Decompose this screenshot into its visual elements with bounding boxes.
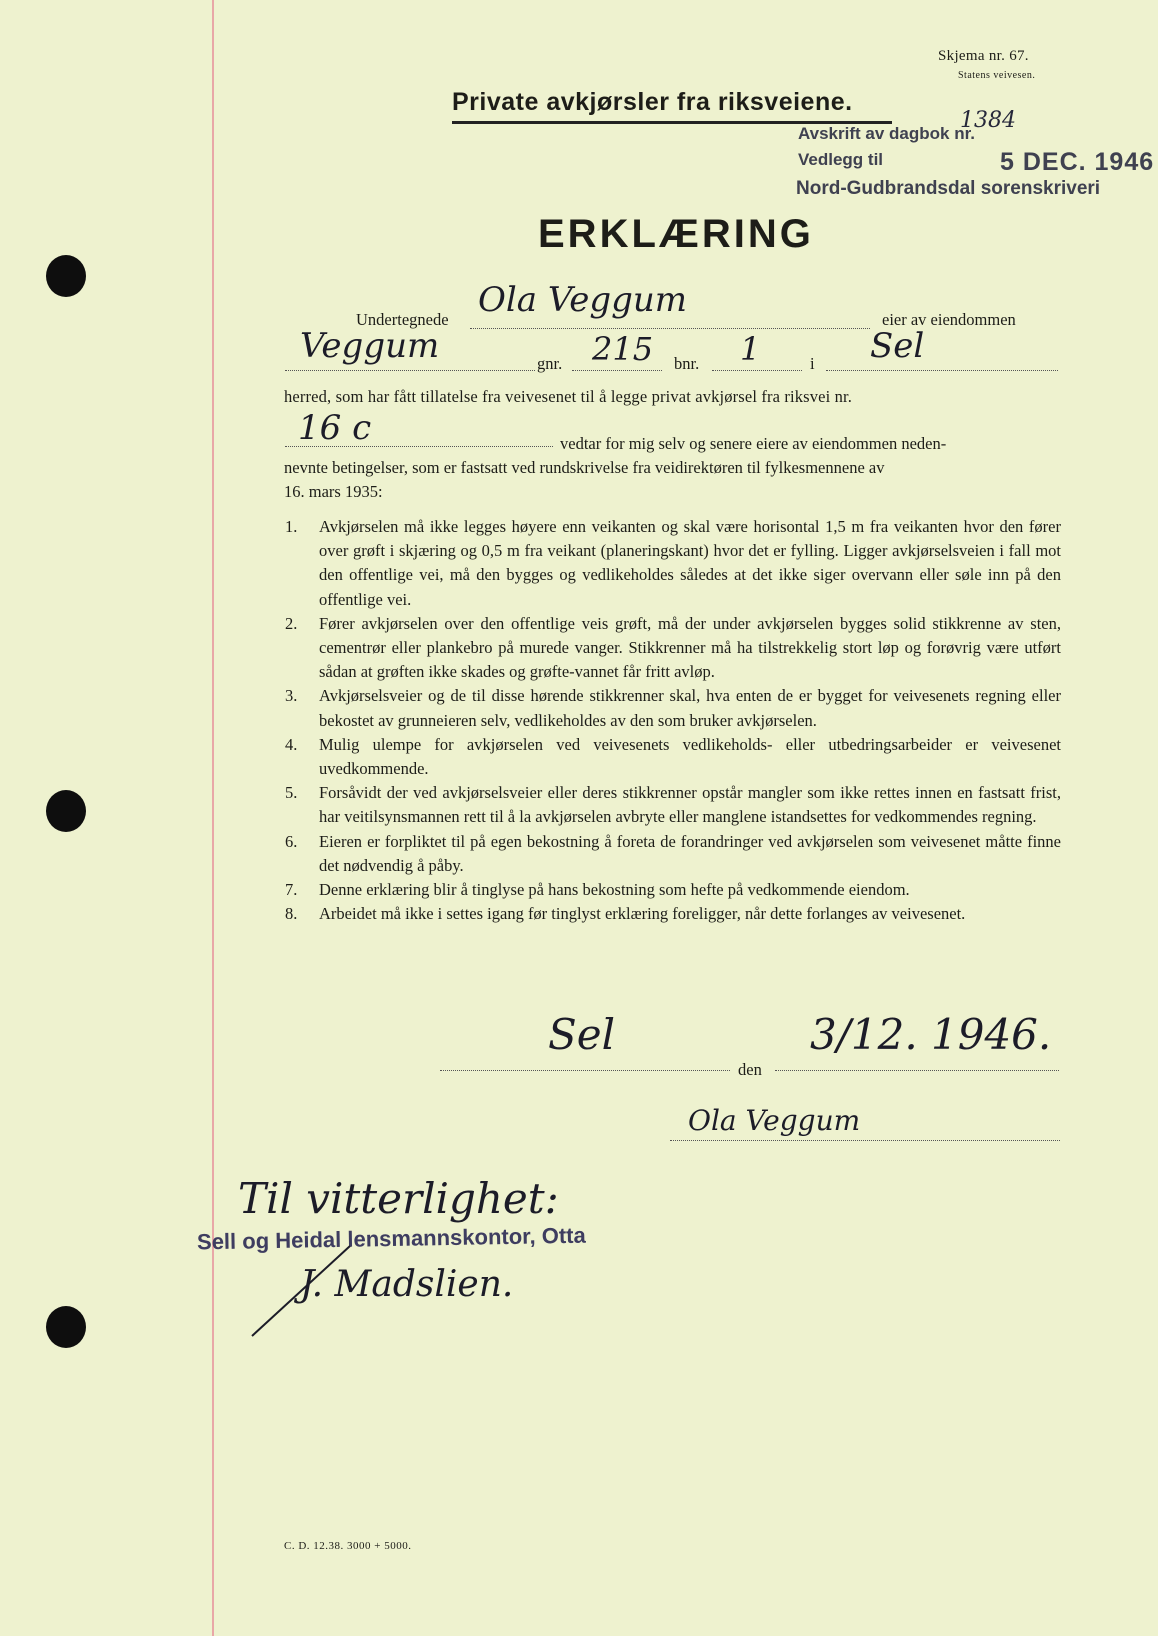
- condition-item: [285, 515, 1061, 612]
- dotted-line-place: [440, 1070, 730, 1071]
- condition-number: 2.: [285, 613, 298, 633]
- condition-item: [285, 830, 1061, 878]
- condition-number: 4.: [285, 734, 298, 754]
- handwritten-property: Veggum: [300, 326, 440, 366]
- text-nevnte: nevnte betingelser, som er fastsatt ved rundskrivelse fra veidirektøren til fylkesmennene av: [284, 458, 885, 477]
- punch-hole-bottom: [46, 1306, 86, 1348]
- condition-text: Avkjørselsveier og de til disse hørende stikkrenner skal, hva enten de er bygget for veivesenets regning eller bekostet av grunneieren selv, vedlikeholdes av den som bruker avkjørselen.: [319, 686, 1061, 730]
- condition-item: [285, 878, 1061, 902]
- dotted-line-date: [775, 1070, 1059, 1071]
- label-undersigned: Undertegnede: [356, 310, 449, 329]
- label-gnr: gnr.: [537, 354, 563, 373]
- handwritten-name: Ola Veggum: [478, 280, 688, 320]
- conditions-list: [285, 515, 1061, 926]
- handwritten-date: 3/12. 1946.: [810, 1010, 1052, 1059]
- label-owner: eier av eiendommen: [882, 310, 1016, 329]
- condition-text: Forsåvidt der ved avkjørselsveier eller deres stikkrenner opstår mangler som ikke rettes innen en fastsatt frist, har veitilsynsmannen rett til å la avkjørselen avbryte eller manglene istandsettes for vedkommendes regning.: [319, 783, 1061, 827]
- handwritten-signature: Ola Veggum: [688, 1104, 861, 1137]
- dotted-line-gnr: [572, 370, 662, 371]
- condition-item: [285, 733, 1061, 781]
- margin-rule: [212, 0, 214, 1636]
- handwritten-road-number: 16 c: [298, 408, 372, 448]
- print-code: C. D. 12.38. 3000 + 5000.: [284, 1540, 412, 1552]
- condition-number: 1.: [285, 517, 298, 536]
- condition-item: [285, 902, 1061, 926]
- document-title: ERKLÆRING: [538, 212, 814, 256]
- document-heading: Private avkjørsler fra riksveiene.: [452, 88, 853, 116]
- label-date: den: [738, 1060, 762, 1079]
- condition-number: 8.: [285, 904, 298, 924]
- handwritten-witness-signature: J. Madslien.: [300, 1264, 514, 1305]
- condition-item: [285, 612, 1061, 685]
- form-number: Skjema nr. 67.: [938, 48, 1029, 64]
- dotted-line-municipality: [826, 370, 1058, 371]
- condition-number: 3.: [285, 686, 298, 706]
- condition-item: [285, 684, 1061, 732]
- dotted-line-bnr: [712, 370, 802, 371]
- witness-office-stamp: Sell og Heidal lensmannskontor, Otta: [196, 1222, 586, 1255]
- handwritten-municipality: Sel: [870, 326, 925, 366]
- condition-text: Avkjørselen må ikke legges høyere enn veikanten og skal være horisontal 1,5 m fra veikanten hvor den fører over grøft i skjæring og 0,5 m fra veikant (planeringskant) hvor det er fylling. Ligger avkjørselsveien i fall mot den offentlige vei, må den bygges og vedlikeholdes således at det ikke siger overvann eller søle inn på den offentlige vei.: [319, 517, 1061, 609]
- registry-stamp-line2: Vedlegg til: [798, 150, 884, 169]
- condition-text: Eieren er forpliktet til på egen bekostning å foreta de forandringer ved avkjørselen som veivesenet måtte finne det nødvendig å påby.: [319, 831, 1061, 875]
- condition-text: Arbeidet må ikke i settes igang før tinglyst erklæring foreligger, når dette forlanges av veivesenet.: [319, 904, 966, 924]
- condition-text: Denne erklæring blir å tinglyse på hans bekostning som hefte på vedkommende eiendom.: [319, 880, 910, 900]
- punch-hole-top: [46, 255, 86, 297]
- punch-hole-middle: [46, 790, 86, 832]
- label-bnr: bnr.: [674, 354, 700, 373]
- condition-item: [285, 781, 1061, 829]
- condition-number: 5.: [285, 783, 298, 803]
- registry-stamp-line3: Nord-Gudbrandsdal sorenskriveri: [796, 178, 1101, 199]
- dotted-line-road: [285, 446, 553, 447]
- handwritten-gnr: 215: [592, 330, 654, 368]
- registry-stamp-date: 5 DEC. 1946: [1000, 148, 1155, 176]
- condition-text: Fører avkjørselen over den offentlige veis grøft, må der under avkjørselen bygges solid stikkrenne av sten, cementrør eller plankebro på murede vanger. Stikkrenner må ha tilstrekkelig stort løp og forøvrig være utført sådan at grøften ikke skades og grøfte-vannet får fritt avløp.: [319, 613, 1061, 682]
- dotted-line-property: [285, 370, 535, 371]
- text-vedtar: vedtar for mig selv og senere eiere av eiendommen neden-: [560, 434, 947, 453]
- text-date-1935: 16. mars 1935:: [284, 482, 383, 501]
- handwritten-witness-heading: Til vitterlighet:: [238, 1174, 559, 1223]
- label-i: i: [810, 354, 815, 373]
- condition-text: Mulig ulempe for avkjørselen ved veivesenets vedlikeholds- eller utbedringsarbeider er veivesenet uvedkommende.: [319, 734, 1061, 779]
- dotted-line-name: [470, 328, 870, 329]
- registry-stamp-journal-number: 1384: [960, 108, 1016, 133]
- handwritten-place: Sel: [548, 1010, 616, 1059]
- text-herred: herred, som har fått tillatelse fra veivesenet til å legge privat avkjørsel fra riksvei nr.: [284, 387, 853, 406]
- dotted-line-signature: [670, 1140, 1060, 1141]
- condition-number: 7.: [285, 880, 298, 900]
- registry-stamp-line1: Avskrift av dagbok nr.: [798, 124, 975, 143]
- condition-number: 6.: [285, 831, 298, 851]
- form-organisation: Statens veivesen.: [958, 70, 1036, 81]
- witness-signature-stroke: [240, 1240, 360, 1340]
- handwritten-bnr: 1: [740, 330, 761, 368]
